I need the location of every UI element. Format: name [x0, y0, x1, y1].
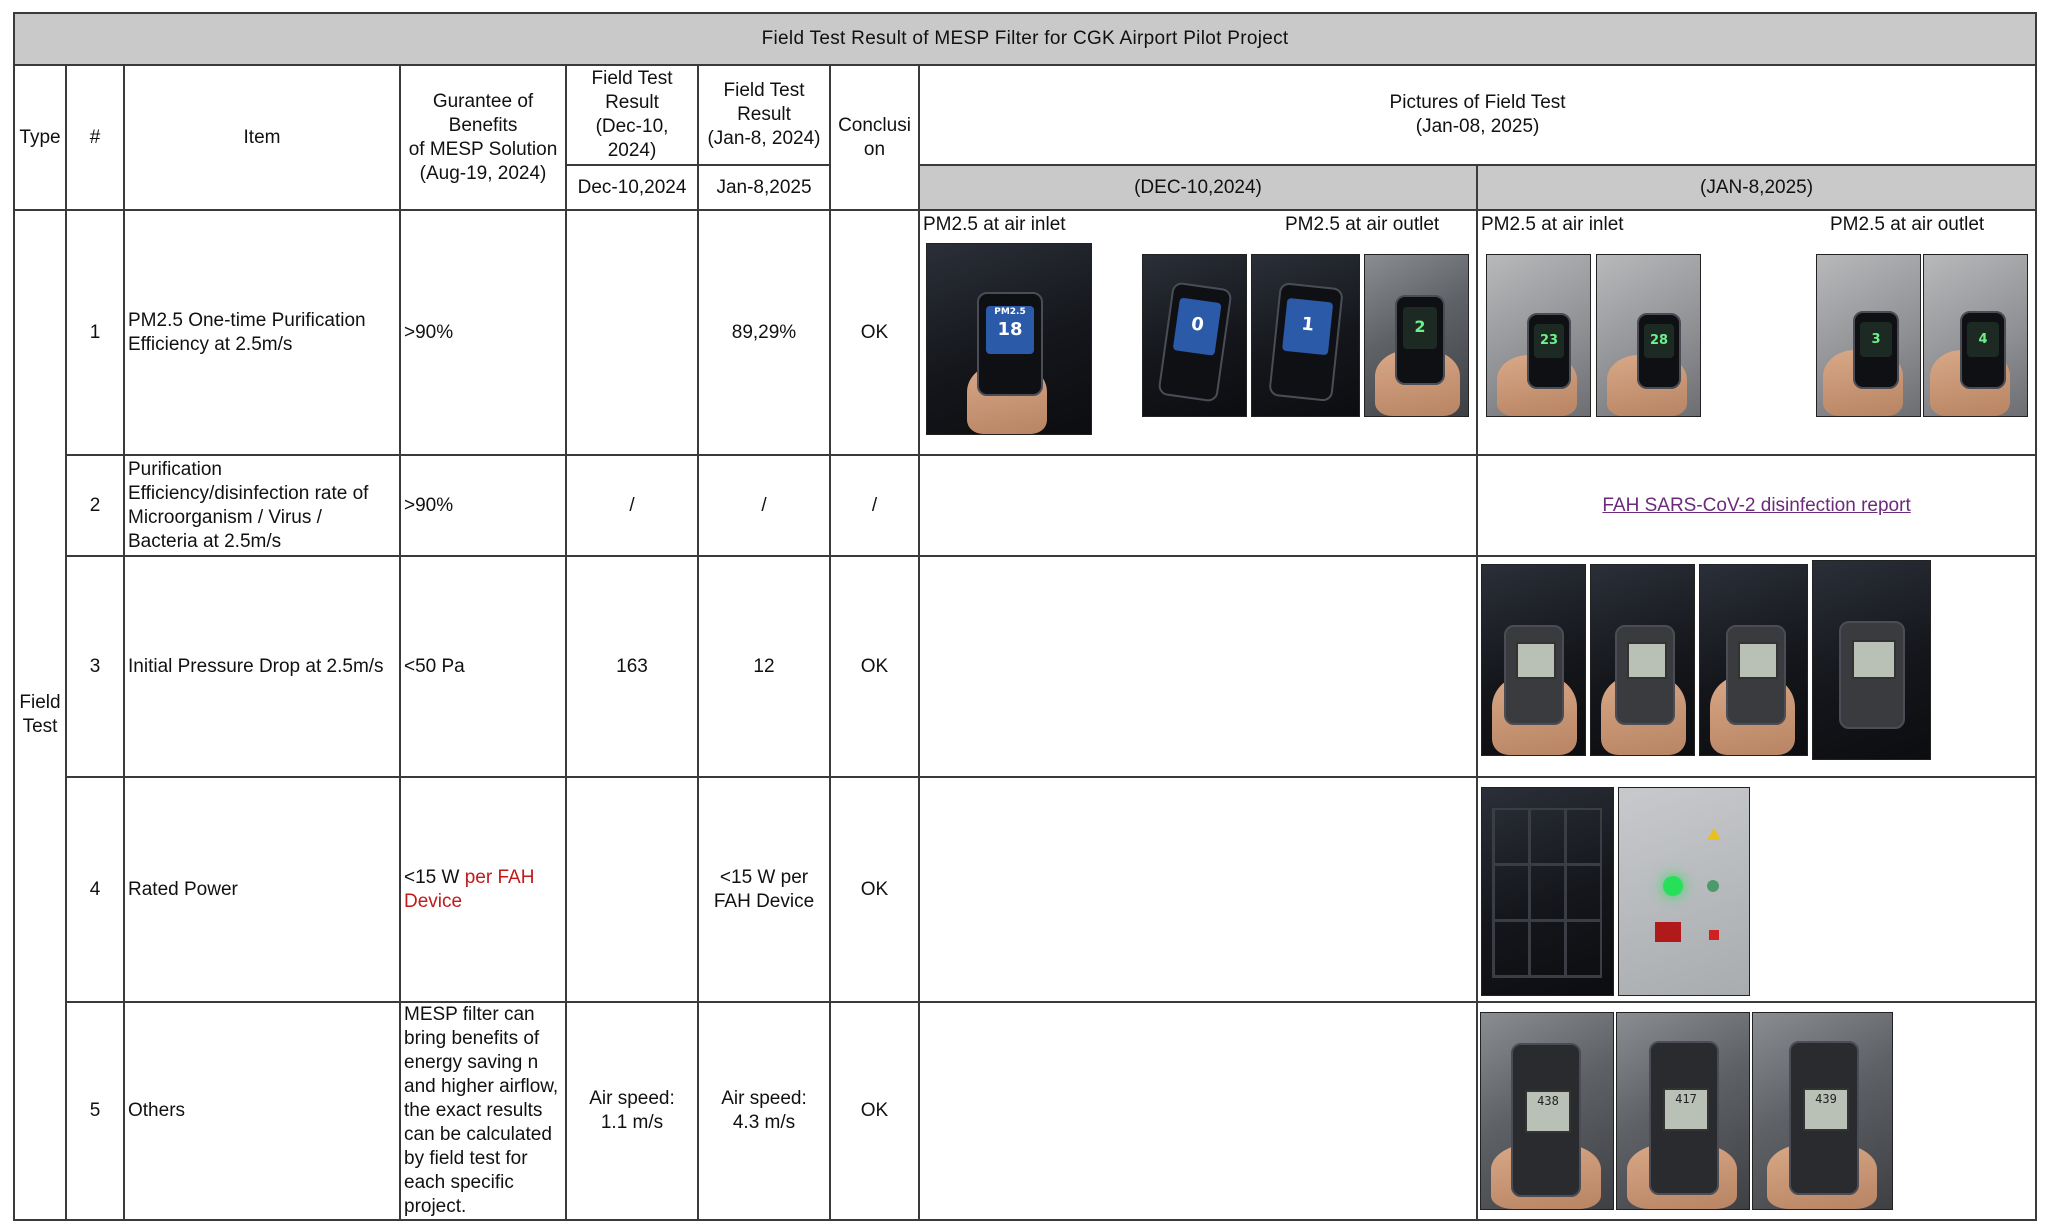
anemometer-image	[1649, 1041, 1719, 1195]
header-conclusion-line: Conclusi	[838, 114, 911, 136]
header-pictures-line: Pictures of Field Test	[1389, 92, 1566, 113]
anemometer-reading: 417	[1663, 1088, 1709, 1131]
page-title: Field Test Result of MESP Filter for CGK Airport Pilot Project	[14, 13, 2036, 65]
anemometer-image	[1511, 1043, 1581, 1197]
row-item-line: Efficiency at 2.5m/s	[128, 333, 293, 355]
header-conclusion	[830, 65, 919, 210]
row-result-jan-line: FAH Device	[713, 890, 815, 912]
header-result-dec-line: Field Test	[591, 68, 673, 89]
row-item-line: Rated Power	[128, 878, 238, 900]
row-guarantee	[400, 777, 566, 1002]
row-guarantee	[400, 1002, 566, 1220]
row-guarantee: >90%	[400, 455, 566, 556]
row-number: 1	[66, 210, 124, 455]
manometer-display	[1738, 642, 1778, 679]
caption-jan-outlet: PM2.5 at air outlet	[1830, 214, 1985, 235]
header-guarantee-line: Gurantee of	[432, 90, 534, 112]
row-guarantee-line: can be calculated	[404, 1124, 552, 1145]
row-result-jan-line: Air speed:	[721, 1088, 807, 1109]
row-conclusion: /	[830, 455, 919, 556]
header-guarantee	[400, 65, 566, 210]
photo-dec-outlet-2[interactable]	[1251, 254, 1360, 417]
pm-meter-image	[1268, 282, 1344, 402]
caption-dec-outlet: PM2.5 at air outlet	[1285, 214, 1440, 235]
photo-pressure-4[interactable]	[1812, 560, 1931, 760]
row-result-dec	[566, 777, 698, 1002]
manometer-display	[1627, 642, 1667, 679]
pictures-dec-pressure	[919, 556, 1477, 777]
meter-reading: 4	[1967, 322, 1999, 358]
pictures-jan-disinfection	[1477, 455, 2036, 556]
meter-reading: 18	[997, 319, 1023, 340]
row-guarantee-line	[404, 866, 565, 890]
row-item	[124, 1002, 400, 1220]
row-result-dec	[566, 1002, 698, 1220]
photo-jan-inlet-1[interactable]	[1486, 254, 1591, 417]
manometer-image	[1615, 625, 1675, 725]
header-conclusion-line: on	[863, 138, 886, 160]
photo-airspeed-1[interactable]	[1480, 1012, 1614, 1210]
caption-dec-inlet: PM2.5 at air inlet	[923, 214, 1066, 235]
pm-meter-image	[1527, 313, 1571, 389]
photo-pressure-1[interactable]	[1481, 564, 1586, 756]
row-result-jan: /	[698, 455, 830, 556]
header-result-dec-line: (Dec-10,	[595, 116, 669, 137]
stop-button-icon	[1709, 930, 1719, 940]
pictures-dec-airspeed	[919, 1002, 1477, 1220]
row-item	[124, 777, 400, 1002]
row-guarantee-line: the exact results	[404, 1100, 543, 1121]
row-conclusion: OK	[830, 210, 919, 455]
row-item	[124, 210, 400, 455]
pm-meter-image	[1637, 313, 1681, 389]
header-date-dec: Dec-10,2024	[566, 165, 698, 210]
pictures-jan-power	[1477, 777, 2036, 1002]
meter-label: PM2.5	[994, 307, 1026, 317]
row-item-line: Microorganism / Virus /	[128, 506, 322, 528]
row-number: 2	[66, 455, 124, 556]
row-item-line: Efficiency/disinfection rate of	[128, 482, 369, 504]
header-type: Type	[14, 65, 66, 210]
photo-jan-inlet-2[interactable]	[1596, 254, 1701, 417]
row-result-dec	[566, 210, 698, 455]
meter-reading: 3	[1860, 322, 1892, 358]
row-guarantee-line: each specific	[404, 1172, 514, 1193]
header-guarantee-line: of MESP Solution	[408, 138, 558, 160]
pictures-dec-disinfection	[919, 455, 1477, 556]
meter-reading: 0	[1172, 298, 1221, 356]
row-item-line: Initial Pressure Drop at 2.5m/s	[128, 655, 384, 677]
row-item	[124, 455, 400, 556]
row-result-jan: 89,29%	[698, 210, 830, 455]
row-item-line: PM2.5 One-time Purification	[128, 309, 366, 331]
row-result-jan-line: 4.3 m/s	[732, 1112, 796, 1133]
header-pictures-jan: (JAN-8,2025)	[1477, 165, 2036, 210]
manometer-image	[1839, 621, 1905, 729]
photo-pressure-3[interactable]	[1699, 564, 1808, 756]
manometer-image	[1504, 625, 1564, 725]
meter-reading: 23	[1534, 324, 1564, 359]
photo-airspeed-3[interactable]	[1752, 1012, 1893, 1210]
row-guarantee: <50 Pa	[400, 556, 566, 777]
pictures-jan-pm25	[1477, 210, 2036, 455]
photo-dec-inlet[interactable]	[926, 243, 1092, 435]
indicator-icon	[1707, 880, 1719, 892]
anemometer-reading: 439	[1803, 1088, 1849, 1131]
type-label-line: Field	[19, 692, 61, 713]
row-item-line: Purification	[128, 458, 222, 480]
header-date-jan: Jan-8,2025	[698, 165, 830, 210]
disinfection-report-link[interactable]: FAH SARS-CoV-2 disinfection report	[1602, 494, 1911, 516]
photo-dec-outlet-1[interactable]	[1142, 254, 1247, 417]
results-table	[13, 12, 2037, 1221]
header-guarantee-line: Benefits	[448, 114, 518, 136]
header-item: Item	[124, 65, 400, 210]
pm-meter-image	[1853, 311, 1899, 389]
anemometer-image	[1789, 1041, 1859, 1195]
row-guarantee-line: bring benefits of	[404, 1028, 540, 1049]
power-limit-red-text: per FAH	[464, 866, 535, 888]
pictures-dec-power	[919, 777, 1477, 1002]
row-guarantee: >90%	[400, 210, 566, 455]
meter-display-icon	[1655, 922, 1681, 942]
row-result-dec-line: Air speed:	[589, 1088, 675, 1109]
row-conclusion: OK	[830, 556, 919, 777]
header-result-dec-line: 2024)	[607, 140, 657, 161]
header-pictures-dec: (DEC-10,2024)	[919, 165, 1477, 210]
type-label-line: Test	[22, 716, 58, 737]
row-guarantee-line: and higher airflow,	[404, 1076, 559, 1097]
header-result-jan	[698, 65, 830, 165]
pm-meter-image	[1960, 311, 2006, 389]
manometer-image	[1726, 625, 1786, 725]
anemometer-reading: 438	[1525, 1090, 1571, 1133]
row-item-line: Bacteria at 2.5m/s	[128, 530, 282, 552]
power-limit-text: <15 W	[404, 866, 465, 888]
row-number: 4	[66, 777, 124, 1002]
header-guarantee-line: (Aug-19, 2024)	[419, 162, 547, 184]
row-conclusion: OK	[830, 777, 919, 1002]
row-number: 3	[66, 556, 124, 777]
row-result-jan-line: <15 W per	[719, 866, 809, 888]
photo-jan-outlet-1[interactable]	[1816, 254, 1921, 417]
row-guarantee-line: project.	[404, 1196, 467, 1217]
header-pictures-line: (Jan-08, 2025)	[1415, 116, 1540, 137]
photo-dec-outlet-3[interactable]	[1364, 254, 1469, 417]
header-result-jan-line: (Jan-8, 2024)	[707, 128, 821, 149]
row-result-jan	[698, 1002, 830, 1220]
row-item	[124, 556, 400, 777]
power-limit-red-text: Device	[404, 890, 463, 912]
photo-fah-units[interactable]	[1481, 787, 1614, 996]
filter-grid-image	[1492, 808, 1602, 978]
row-result-dec: 163	[566, 556, 698, 777]
row-result-jan: 12	[698, 556, 830, 777]
pictures-jan-pressure	[1477, 556, 2036, 777]
manometer-display	[1516, 642, 1556, 679]
photo-control-panel[interactable]	[1618, 787, 1750, 996]
row-number: 5	[66, 1002, 124, 1220]
meter-reading: 1	[1282, 298, 1333, 355]
row-guarantee-line: energy saving n	[404, 1052, 539, 1073]
photo-jan-outlet-2[interactable]	[1923, 254, 2028, 417]
header-pictures	[919, 65, 2036, 165]
header-result-dec	[566, 65, 698, 165]
header-number: #	[66, 65, 124, 210]
photo-airspeed-2[interactable]	[1616, 1012, 1750, 1210]
type-cell	[14, 210, 66, 1220]
pictures-dec-pm25	[919, 210, 1477, 455]
warning-icon	[1707, 828, 1721, 840]
power-indicator-icon	[1663, 876, 1683, 896]
row-result-dec-line: 1.1 m/s	[600, 1112, 664, 1133]
header-result-jan-line: Result	[737, 104, 791, 125]
photo-pressure-2[interactable]	[1590, 564, 1695, 756]
field-test-sheet	[13, 12, 2037, 1221]
header-result-dec-line: Result	[605, 92, 659, 113]
pictures-jan-airspeed	[1477, 1002, 2036, 1220]
pm-meter-image	[977, 292, 1043, 396]
pm-meter-image	[1157, 281, 1232, 402]
row-guarantee-line: MESP filter can	[404, 1004, 535, 1025]
meter-reading: 2	[1403, 307, 1438, 348]
row-result-jan	[698, 777, 830, 1002]
row-conclusion: OK	[830, 1002, 919, 1220]
pm-meter-image	[1395, 295, 1445, 385]
row-guarantee-line: by field test for	[404, 1148, 528, 1169]
header-result-jan-line: Field Test	[723, 80, 805, 101]
meter-reading: 28	[1644, 324, 1674, 359]
row-item-line: Others	[128, 1100, 186, 1121]
row-result-dec: /	[566, 455, 698, 556]
caption-jan-inlet: PM2.5 at air inlet	[1481, 214, 1624, 235]
manometer-display	[1852, 640, 1896, 679]
